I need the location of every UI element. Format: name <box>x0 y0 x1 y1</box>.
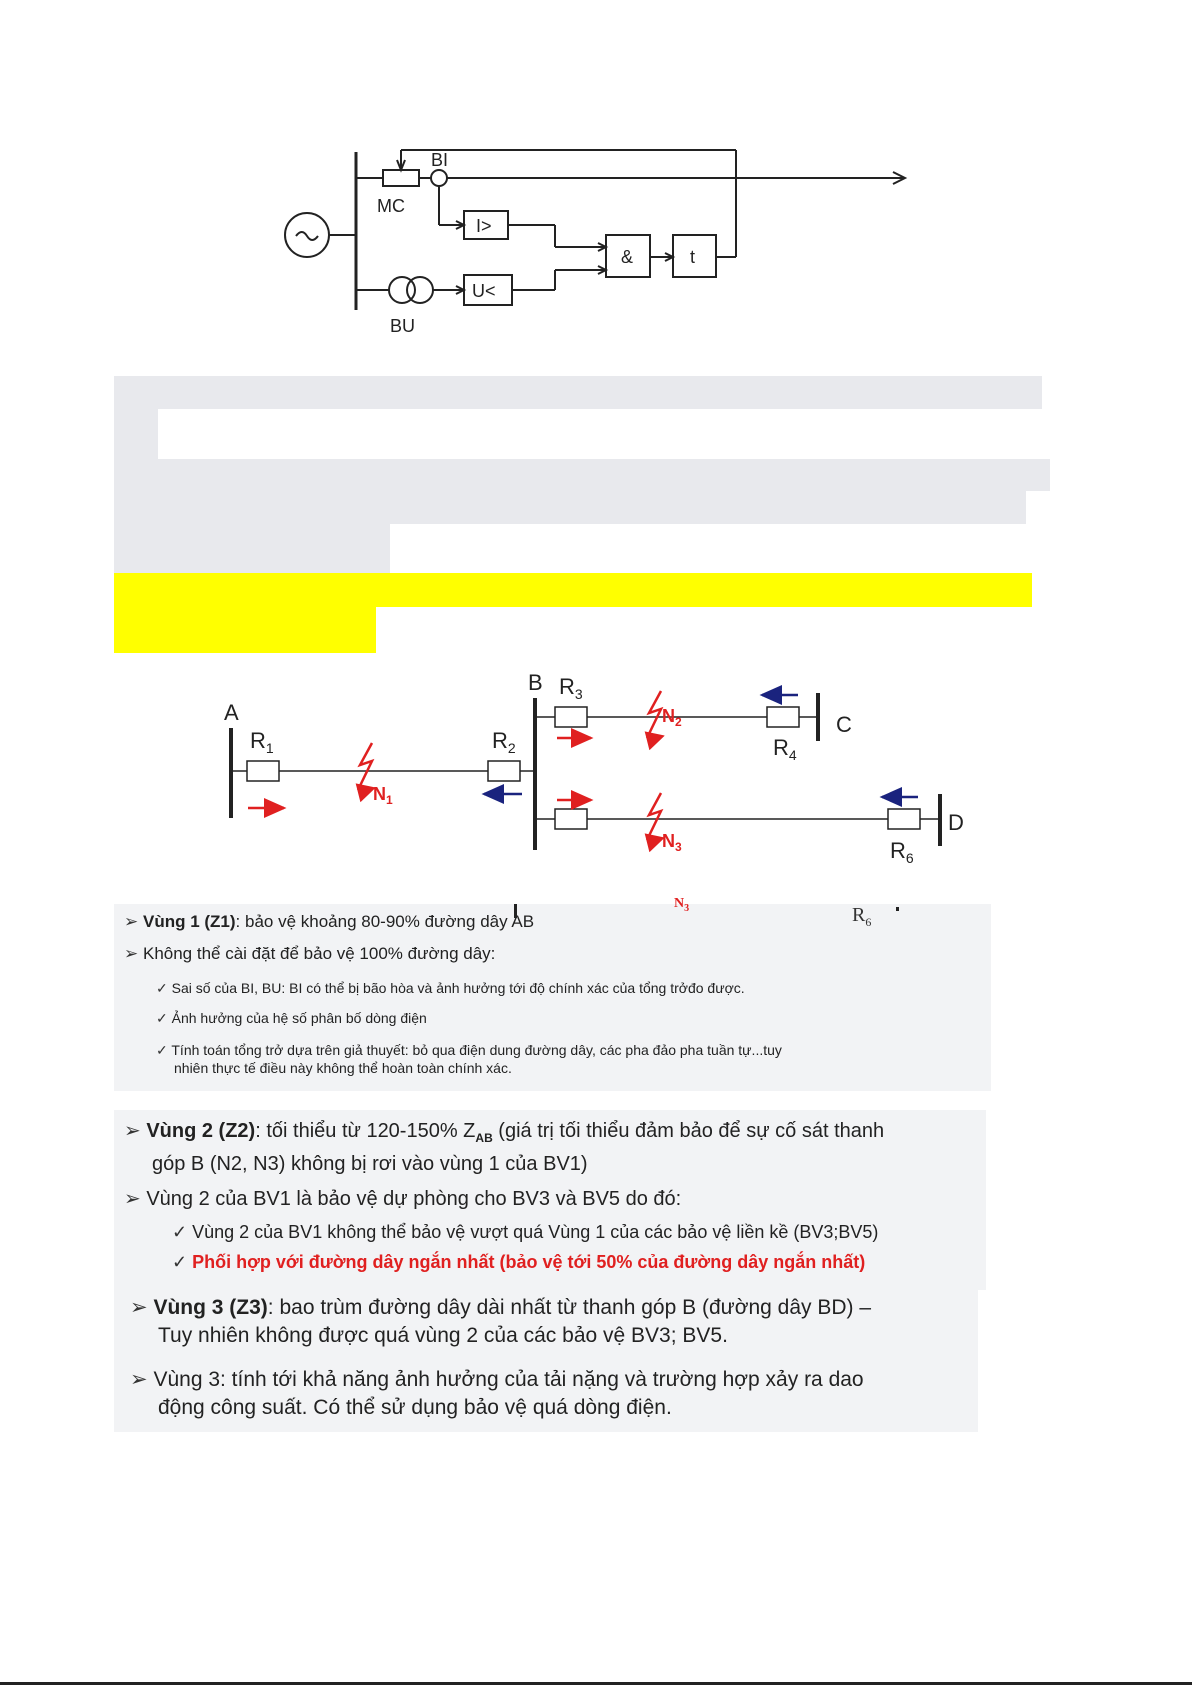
bullet-arrow-icon: ➢ <box>124 1188 141 1210</box>
and-label: & <box>621 247 634 267</box>
bus-a-label: A <box>224 700 239 725</box>
fault-n1-icon <box>358 743 372 790</box>
fault-n2-label: $N_2$ <box>662 706 682 729</box>
zone2-bullet-2: ➢ Vùng 2 của BV1 là bảo vệ dự phòng cho BV3 và BV5 do đó: <box>124 1188 682 1210</box>
relay-r2-label: $R_2$ <box>492 728 516 756</box>
check-icon: ✓ <box>156 1042 168 1058</box>
relay-r3-label: $R_3$ <box>559 674 583 702</box>
timer-label: t <box>690 247 696 267</box>
bus-c-label: C <box>836 712 852 737</box>
zone1-bullet-2: ➢ Không thể cài đặt để bảo vệ 100% đường dây: <box>124 944 496 963</box>
gray-highlight-4 <box>114 491 1026 524</box>
fault-n1-label: $N_1$ <box>373 784 393 807</box>
bullet-arrow-icon: ➢ <box>130 1296 148 1319</box>
overcurrent-label: I> <box>476 216 492 236</box>
bullet-arrow-icon: ➢ <box>124 912 139 931</box>
zone2-bullet-1: ➢ Vùng 2 (Z2): tối thiểu từ 120-150% $Z_{AB}$ (giá trị tối thiểu đảm bảo để sự cố sát thanh góp B (N2, N3) không bị rơi vào vùng 1 của BV1) <box>124 1120 885 1175</box>
zone1-fragment-dot <box>896 907 899 911</box>
relay-r1 <box>247 761 279 781</box>
relay-r5 <box>555 809 587 829</box>
current-transformer <box>431 170 447 186</box>
undervoltage-label: U< <box>472 281 496 301</box>
fault-n2-icon <box>647 691 661 738</box>
relay-r6-label: $R_6$ <box>890 838 914 866</box>
bus-b-label: B <box>528 670 543 695</box>
fault-n3-label: $N_3$ <box>662 831 682 854</box>
protection-circuit-diagram <box>0 0 1192 350</box>
bullet-arrow-icon: ➢ <box>124 944 139 963</box>
bi-label: BI <box>431 150 449 170</box>
yellow-highlight-2 <box>114 607 376 653</box>
zone3-bullet-1: ➢ Vùng 3 (Z3): bao trùm đường dây dài nhất từ thanh góp B (đường dây BD) – Tuy nhiên không được quá vùng 2 của các bảo vệ BV3; BV5. <box>130 1296 872 1347</box>
zone1-fragment-r6: $R_6$ <box>852 904 872 929</box>
check-icon: ✓ <box>172 1252 188 1272</box>
check-icon: ✓ <box>156 1010 168 1026</box>
yellow-highlight-1 <box>114 573 1032 607</box>
relay-r4 <box>767 707 799 727</box>
relay-r2 <box>488 761 520 781</box>
gray-highlight-2 <box>114 409 158 459</box>
relay-r1-label: $R_1$ <box>250 728 274 756</box>
zone1-panel <box>114 896 991 1091</box>
gray-highlight-5 <box>114 524 390 573</box>
zone2-sub-1: ✓ Vùng 2 của BV1 không thể bảo vệ vượt quá Vùng 1 của các bảo vệ liền kề (BV3;BV5) <box>172 1222 879 1242</box>
zone1-sub-2: ✓ Ảnh hưởng của hệ số phân bố dòng điện <box>156 1010 427 1026</box>
mc-label: MC <box>377 196 405 216</box>
bu-label: BU <box>390 316 416 336</box>
bullet-arrow-icon: ➢ <box>124 1120 141 1142</box>
check-icon: ✓ <box>172 1222 188 1242</box>
zone3-panel <box>114 1290 978 1432</box>
zone3-bullet-2: ➢ Vùng 3: tính tới khả năng ảnh hưởng của tải nặng và trường hợp xảy ra dao động công suất. Có thể sử dụng bảo vệ quá dòng điện. <box>130 1368 864 1419</box>
zone1-bullet-1: ➢ Vùng 1 (Z1): bảo vệ khoảng 80-90% đường dây AB <box>124 912 535 931</box>
zone1-fragment-n3: $N_3$ <box>674 896 690 914</box>
distance-protection-line-diagram <box>0 660 1192 900</box>
zone2-sub-2: ✓ Phối hợp với đường dây ngắn nhất (bảo vệ tới 50% của đường dây ngắn nhất) <box>172 1252 866 1272</box>
zone1-sub-3: ✓ Tính toán tổng trở dựa trên giả thuyết: bỏ qua điện dung đường dây, các pha đảo pha tuần tự...tuy nhiên thực tế điều này không thể hoàn toàn chính xác. <box>156 1042 782 1076</box>
check-icon: ✓ <box>156 980 168 996</box>
relay-r4-label: $R_4$ <box>773 735 797 763</box>
zone2-panel <box>114 1110 986 1290</box>
bus-d-label: D <box>948 810 964 835</box>
bullet-arrow-icon: ➢ <box>130 1368 148 1391</box>
fault-n3-icon <box>647 793 661 840</box>
relay-r6 <box>888 809 920 829</box>
zone1-sub-1: ✓ Sai số của BI, BU: BI có thể bị bão hòa và ảnh hưởng tới độ chính xác của tổng trởđo được. <box>156 980 745 996</box>
gray-highlight-1 <box>114 376 1042 409</box>
gray-highlight-3 <box>114 459 1050 491</box>
relay-r3 <box>555 707 587 727</box>
